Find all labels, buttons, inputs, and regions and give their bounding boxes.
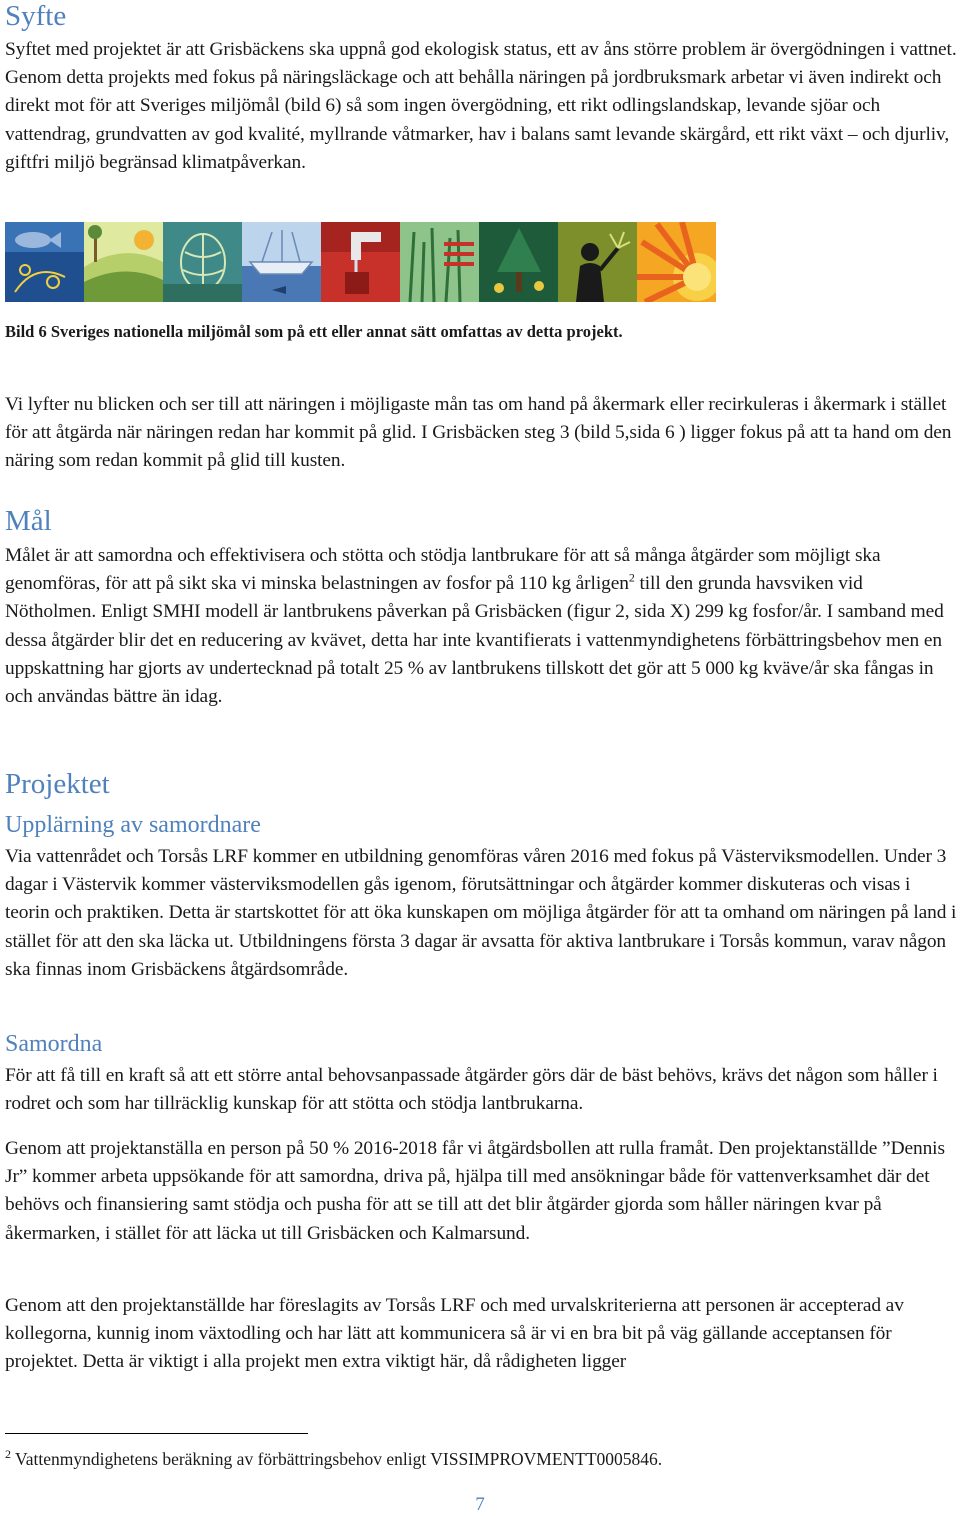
heading-samordna: Samordna (5, 1031, 103, 1057)
footnote-separator (5, 1433, 308, 1434)
samordna-paragraph-3: Genom att den projektanställde har föreslagits av Torsås LRF och med urvalskriterierna att personen är accepterad av kollegorna, kunnig inom växtodling och har lätt att kommunicera så är vi en bra bit på väg gällande acceptansen för projektet. Detta är viktigt i alla projekt men extra viktigt här, då rådigheten ligger (5, 1295, 904, 1373)
figure-caption: Bild 6 Sveriges nationella miljömål som på ett eller annat sätt omfattas av detta projekt. (5, 322, 623, 341)
heading-projektet: Projektet (5, 768, 110, 800)
footnote-text: Vattenmyndighetens beräkning av förbättringsbehov enligt VISSIMPROVMENTT0005846. (11, 1449, 663, 1469)
mal-text-a: Målet är att samordna och effektivisera och stötta och stödja lantbrukare för att så många åtgärder som möjligt ska genomföras, för att på sikt ska vi minska belastningen av fosfor på 110 kg årligen (5, 545, 881, 595)
sun-rays-icon (637, 222, 716, 302)
wetland-reeds-icon (400, 222, 479, 302)
samordna-paragraph-2: Genom att projektanställa en person på 50 % 2016-2018 får vi åtgärdsbollen att rulla framåt. Den projektanställde ”Dennis Jr” kommer arbeta uppsökande för att samordna, driva på, hjälpa till med ansökningar både för vattenverksamhet där det behövs och finansiering samt stödja och pusha för att se till att det blir åtgärder gjorda som håller näringen kvar på åkermarken, i stället för att läcka ut till Grisbäcken och Kalmarsund. (5, 1138, 945, 1244)
water-tap-icon (321, 222, 400, 302)
field-landscape-icon (84, 222, 163, 302)
syfte-paragraph: Syftet med projektet är att Grisbäckens ska uppnå god ekologisk status, ett av åns större problem är övergödningen i vattnet. Genom detta projekts med fokus på näringsläckage och att behålla näringen på jordbruksmark arbetar vi även indirekt och direkt mot för att Sveriges miljömål (bild 6) så som ingen övergödning, ett rikt odlingslandskap, levande sjöar och vattendrag, grundvatten av god kvalité, myllrande våtmarker, hav i balans samt levande skärgård, ett rikt växt – och djurliv, giftfri miljö begränsad klimatpåverkan. (5, 39, 957, 173)
mal-text-b: till den grunda havsviken vid Nötholmen. Enligt SMHI modell är lantbrukens påverkan på Grisbäcken (figur 2, sida X) 299 kg fosfor/år. I samband med dessa åtgärder blir det en reducering av kvävet, detta har inte kvantifierats i vattenmyndighetens förbättringsbehov men en uppskattning har gjorts av undertecknad på totalt 25 % av lantbrukens tillskott det gör att 5 000 kg kväve/år ska fångas in och användas bättre än idag. (5, 573, 944, 708)
footnote-mark: 2 (5, 1447, 11, 1462)
samordna-paragraph-1: För att få till en kraft så att ett större antal behovsanpassade åtgärder görs där de bäst behövs, krävs det någon som håller i rodret och som har tillräcklig kunskap för att stötta och stödja lantbrukarna. (5, 1065, 938, 1115)
artichoke-plant-icon (163, 222, 242, 302)
boat-sea-icon (242, 222, 321, 302)
paragraph-2: Vi lyfter nu blicken och ser till att näringen i möjligaste mån tas om hand på åkermark eller recirkuleras i åkermark i stället för att åtgärda när näringen redan har kommit på glid. I Grisbäcken steg 3 (bild 5,sida 6 ) ligger fokus på att ta hand om den näring som redan kommit på glid till kusten. (5, 394, 952, 472)
person-plant-icon (558, 222, 637, 302)
footnote-ref[interactable]: 2 (628, 570, 635, 585)
mal-paragraph (5, 542, 957, 711)
upplarning-paragraph: Via vattenrådet och Torsås LRF kommer en utbildning genomföras våren 2016 med fokus på Västerviksmodellen. Under 3 dagar i Västervik kommer västerviksmodellen gås igenom, förutsättningar och åtgärder kommer diskuteras och visas i teorin och praktiken. Detta är startskottet för att öka kunskapen om möjliga åtgärder för att ta omhand om näringen på land i stället för att den ska läcka ut. Utbildningens första 3 dagar är avsatta för aktiva lantbrukare i Torsås kommun, varav någon ska finnas inom Grisbäckens åtgärdsområde. (5, 846, 957, 980)
forest-flower-icon (479, 222, 558, 302)
heading-mal: Mål (5, 505, 52, 537)
fish-water-icon (5, 222, 84, 302)
footnote (5, 1448, 662, 1470)
environmental-goals-image-strip (5, 222, 716, 302)
page-number: 7 (475, 1494, 485, 1515)
heading-syfte: Syfte (5, 0, 67, 32)
heading-upplarning: Upplärning av samordnare (5, 812, 261, 838)
